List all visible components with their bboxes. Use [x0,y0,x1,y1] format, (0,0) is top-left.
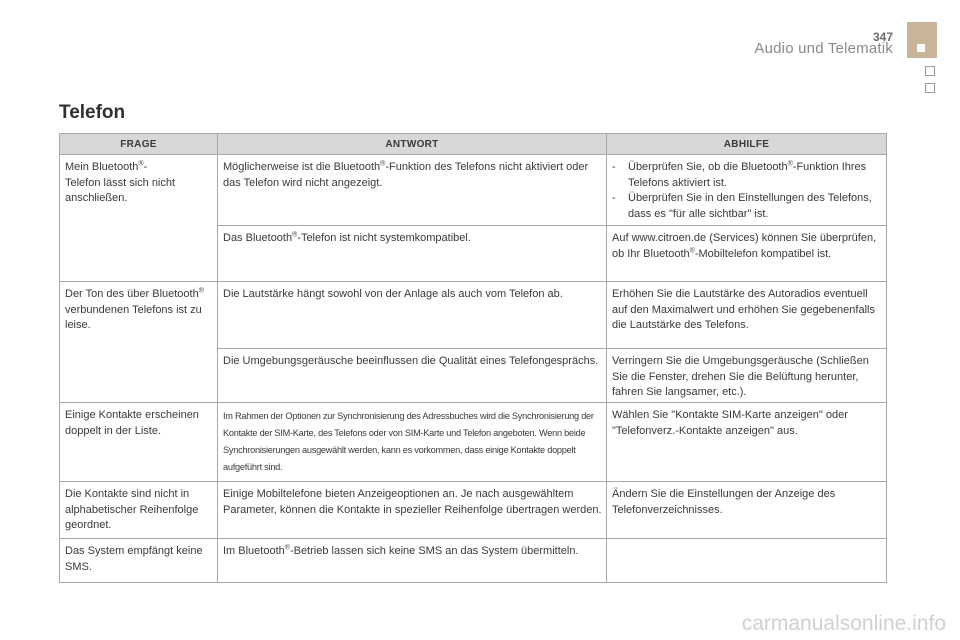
remedy-item: - Überprüfen Sie, ob die Bluetooth®-Funktion Ihres Telefons aktiviert ist. [612,160,867,189]
table-row [60,282,887,349]
table-row [60,155,887,226]
table-row [60,403,887,482]
table-row [60,226,887,282]
page-title: Telefon [59,102,126,123]
question-cell: Einige Kontakte erscheinen doppelt in der Liste. [60,403,218,482]
question-cell: Die Kontakte sind nicht in alphabetischer Reihenfolge geordnet. [60,482,218,539]
answer-cell: Im Rahmen der Optionen zur Synchronisierung des Adressbuches wird die Synchronisierung der Kontakte der SIM-Karte, des Telefons oder von SIM-Karte und Telefon angeboten. Wenn beide Synchronisierungen ausgewählt werden, kann es vorkommen, dass einige Kontakte doppelt aufgeführt sind. [218,403,607,482]
question-cell [60,226,218,282]
remedy-cell: Verringern Sie die Umgebungsgeräusche (Schließen Sie die Fenster, drehen Sie die Belüftung herunter, fahren Sie langsamer, etc.). [607,349,887,403]
question-cell: Der Ton des über Bluetooth® verbundenen Telefons ist zu leise. [60,282,218,349]
chapter-tab-marker [917,44,925,52]
remedy-cell [607,539,887,583]
answer-cell: Möglicherweise ist die Bluetooth®-Funktion des Telefons nicht aktiviert oder das Telefon wird nicht angezeigt. [218,155,607,226]
answer-cell: Einige Mobiltelefone bieten Anzeigeoptionen an. Je nach ausgewähltem Parameter, können die Kontakte in spezieller Reihenfolge übertragen werden. [218,482,607,539]
page-number: 347 [872,30,893,44]
remedy-cell: Wählen Sie "Kontakte SIM-Karte anzeigen" oder "Telefonverz.-Kontakte anzeigen" aus. [607,403,887,482]
question-cell: Das System empfängt keine SMS. [60,539,218,583]
remedy-item: - Überprüfen Sie in den Einstellungen des Telefons, dass es "für alle sichtbar" ist. [612,192,872,220]
answer-cell: Das Bluetooth®-Telefon ist nicht systemkompatibel. [218,226,607,282]
watermark: carmanualsonline.info [741,612,946,635]
faq-table [59,133,887,583]
answer-cell: Die Umgebungsgeräusche beeinflussen die Qualität eines Telefongesprächs. [218,349,607,403]
table-row [60,539,887,583]
header-abhilfe: ABHILFE [607,134,887,155]
nav-square-2 [925,83,935,93]
answer-cell: Im Bluetooth®-Betrieb lassen sich keine SMS an das System übermitteln. [218,539,607,583]
remedy-cell [607,155,887,226]
section-title: Audio und Telematik [754,40,893,57]
table-row [60,482,887,539]
header-frage: FRAGE [60,134,218,155]
answer-cell: Die Lautstärke hängt sowohl von der Anlage als auch vom Telefon ab. [218,282,607,349]
nav-square-1 [925,66,935,76]
question-cell: Mein Bluetooth®- Telefon lässt sich nicht anschließen. [60,155,218,226]
chapter-tab [907,22,937,58]
header-antwort: ANTWORT [218,134,607,155]
table-row [60,349,887,403]
table-header-row [60,134,887,155]
remedy-cell: Auf www.citroen.de (Services) können Sie überprüfen, ob Ihr Bluetooth®-Mobiltelefon kompatibel ist. [607,226,887,282]
remedy-cell: Ändern Sie die Einstellungen der Anzeige des Telefonverzeichnisses. [607,482,887,539]
remedy-cell: Erhöhen Sie die Lautstärke des Autoradios eventuell auf den Maximalwert und erhöhen Sie gegebenenfalls die Lautstärke des Telefons. [607,282,887,349]
question-cell [60,349,218,403]
